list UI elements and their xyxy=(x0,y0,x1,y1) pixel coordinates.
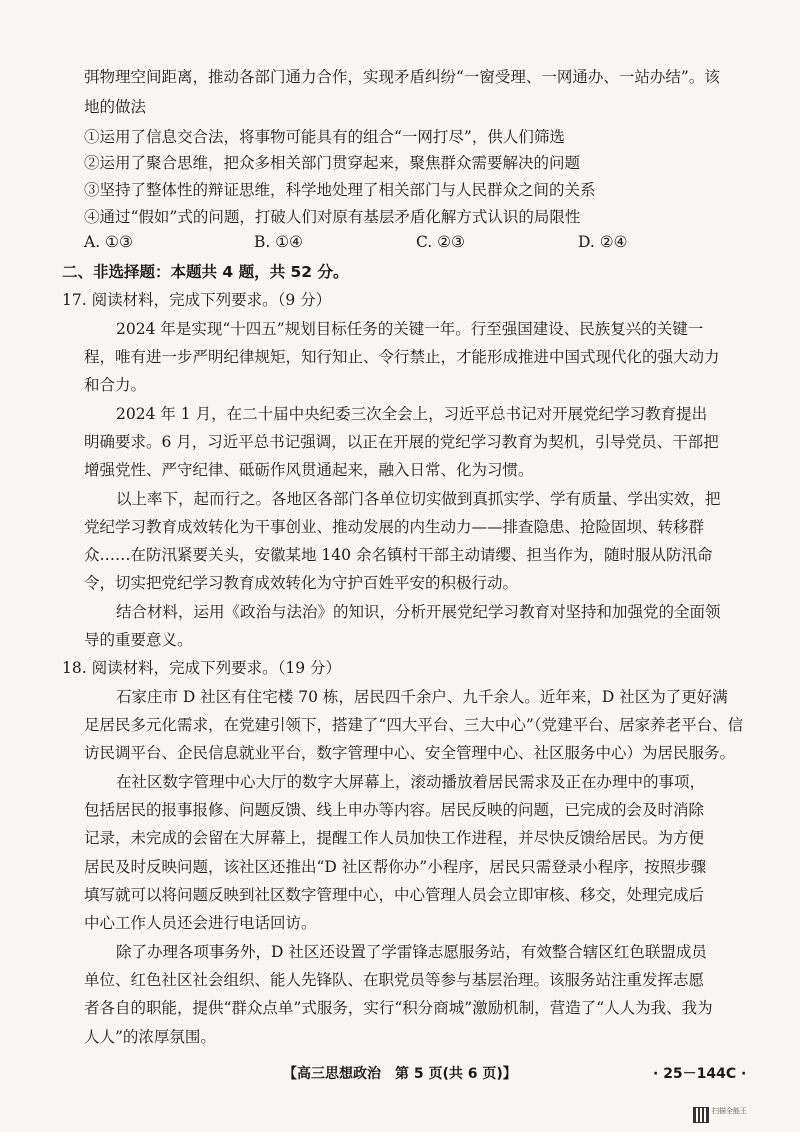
q17-title: 17. 阅读材料，完成下列要求。（9 分） xyxy=(62,291,332,309)
q16-item-2: ②运用了聚合思维，把众多相关部门贯穿起来，聚焦群众需要解决的问题 xyxy=(84,154,581,172)
q17-line: 2024 年 1 月，在二十届中央纪委三次全会上，习近平总书记对开展党纪学习教育提出 xyxy=(116,405,708,423)
q18-line: 人人”的浓厚氛围。 xyxy=(84,1028,216,1046)
section-heading: 二、非选择题：本题共 4 题，共 52 分。 xyxy=(62,263,349,281)
option-d: D. ②④ xyxy=(578,233,628,251)
q18-line: 者各自的职能，提供“群众点单”式服务，实行“积分商城”激励机制，营造了“人人为我、我为 xyxy=(84,999,713,1017)
q17-line: 以上率下，起而行之。各地区各部门各单位切实做到真抓实学、学有质量、学出实效，把 xyxy=(116,490,721,508)
q18-line: 记录，未完成的会留在大屏幕上，提醒工作人员加快工作进程，并尽快反馈给居民。为方便 xyxy=(84,829,705,847)
q17-line: 明确要求。6 月，习近平总书记强调，以正在开展的党纪学习教育为契机，引导党员、干部把 xyxy=(84,433,719,451)
q18-line: 填写就可以将问题反映到社区数字管理中心，中心管理人员会立即审核、移交，处理完成后 xyxy=(84,886,705,904)
q18-line: 除了办理各项事务外，D 社区还设置了学雷锋志愿服务站，有效整合辖区红色联盟成员 xyxy=(116,943,707,961)
option-b: B. ①④ xyxy=(254,233,304,251)
q16-text-line-2: 地的做法 xyxy=(84,98,147,116)
q17-line: 和合力。 xyxy=(84,376,147,394)
q17-line: 结合材料，运用《政治与法治》的知识，分析开展党纪学习教育对坚持和加强党的全面领 xyxy=(116,603,721,621)
q18-line: 访民调平台、企民信息就业平台，数字管理中心、安全管理中心、社区服务中心）为居民服务。 xyxy=(84,744,736,762)
q16-text-line-1: 弭物理空间距离，推动各部门通力合作，实现矛盾纠纷“一窗受理、一网通办、一站办结”。该 xyxy=(84,68,720,86)
qr-code-icon xyxy=(693,1107,709,1123)
paper-code: · 25－144C · xyxy=(653,1066,747,1082)
q18-line: 石家庄市 D 社区有住宅楼 70 栋，居民四千余户、九千余人。近年来，D 社区为了更好满 xyxy=(116,688,728,706)
q16-item-4: ④通过“假如”式的问题，打破人们对原有基层矛盾化解方式认识的局限性 xyxy=(84,208,581,226)
q17-line: 导的重要意义。 xyxy=(84,631,193,649)
q17-line: 2024 年是实现“十四五”规划目标任务的关键一年。行至强国建设、民族复兴的关键一 xyxy=(116,320,704,338)
q17-line: 众……在防汛紧要关头，安徽某地 140 余名镇村干部主动请缨、担当作为，随时服从防汛命 xyxy=(84,546,713,564)
q18-line: 居民及时反映问题，该社区还推出“D 社区帮你办”小程序，居民只需登录小程序，按照步骤 xyxy=(84,858,707,876)
q18-line: 在社区数字管理中心大厅的数字大屏幕上，滚动播放着居民需求及正在办理中的事项， xyxy=(116,773,706,791)
q16-item-1: ①运用了信息交合法，将事物可能具有的组合“一网打尽”，供人们筛选 xyxy=(84,128,565,146)
q17-line: 令，切实把党纪学习教育成效转化为守护百姓平安的积极行动。 xyxy=(84,574,519,592)
q18-title: 18. 阅读材料，完成下列要求。（19 分） xyxy=(62,659,341,677)
q16-item-3: ③坚持了整体性的辩证思维，科学地处理了相关部门与人民群众之间的关系 xyxy=(84,181,596,199)
q18-line: 单位、红色社区社会组织、能人先锋队、在职党员等参与基层治理。该服务站注重发挥志愿 xyxy=(84,971,705,989)
option-a: A. ①③ xyxy=(84,233,133,251)
q17-line: 增强党性、严守纪律、砥砺作风贯通起来，融入日常、化为习惯。 xyxy=(84,461,534,479)
option-c: C. ②③ xyxy=(416,233,465,251)
scanner-watermark: 扫描全能王 xyxy=(712,1107,747,1115)
page-footer: 【高三思想政治 第 5 页(共 6 页)】 xyxy=(283,1066,517,1082)
q18-line: 足居民多元化需求，在党建引领下，搭建了“四大平台、三大中心”（党建平台、居家养老平台、信 xyxy=(84,716,744,734)
q18-line: 包括居民的报事报修、问题反馈、线上申办等内容。居民反映的问题，已完成的会及时消除 xyxy=(84,801,705,819)
q18-line: 中心工作人员还会进行电话回访。 xyxy=(84,914,317,932)
q17-line: 党纪学习教育成效转化为干事创业、推动发展的内生动力——排查隐患、抢险固坝、转移群 xyxy=(84,518,705,536)
q17-line: 程，唯有进一步严明纪律规矩，知行知止、令行禁止，才能形成推进中国式现代化的强大动力 xyxy=(84,348,720,366)
